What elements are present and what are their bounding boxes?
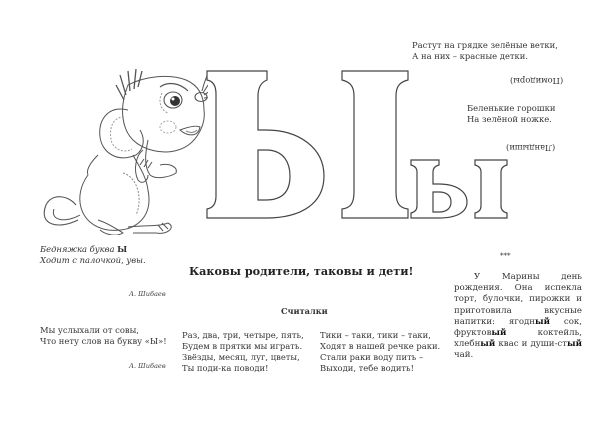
left-poem-1 [40, 244, 146, 266]
left-poem-1-line-2: Ходит с палочкой, увы. [40, 255, 146, 265]
story-bold-letters: ый [535, 316, 551, 327]
riddle-2-line-1: Беленькие горошки [467, 103, 556, 113]
rhyme-2-line-1: Тики – таки, тики – таки, [320, 330, 431, 340]
story-text-segment: сок, фруктов [454, 316, 583, 339]
riddle-1-answer-wrap [510, 69, 563, 88]
story-text-segment: чай. [454, 350, 474, 361]
counting-rhyme-2 [320, 330, 440, 374]
riddle-1-line-1: Растут на грядке зелёные ветки, [412, 40, 558, 50]
story-separator: *** [500, 252, 511, 260]
story-bold-letters: ый [567, 339, 582, 350]
rhyme-1-line-4: Ты поди-ка поводи! [182, 363, 269, 373]
story-text-segment: коктейль, хлебн [454, 328, 582, 350]
story-text [454, 272, 582, 360]
rhyme-1-line-2: Будем в прятки мы играть. [182, 341, 303, 351]
riddle-2 [467, 103, 555, 125]
story-text-segment: квас и души-ст [495, 339, 567, 350]
rhyme-2-line-2: Ходят в нашей речке раки. [320, 341, 441, 351]
counting-rhyme-1 [182, 330, 304, 374]
riddle-2-answer-upside-down: (Ландыши) [506, 143, 556, 153]
story-bold-letters: ый [491, 328, 507, 339]
riddle-2-answer-wrap [506, 136, 555, 155]
story-paragraph [454, 272, 582, 362]
riddle-1 [412, 40, 558, 62]
left-poem-2-line-1: Мы услыхали от совы, [40, 325, 139, 335]
left-poem-2-author: А. Шибаев [129, 362, 166, 370]
bold-letter: Ы [117, 244, 128, 254]
left-poem-1-line-1: Бедняжка буква Ы [40, 244, 128, 254]
left-poem-2 [40, 325, 167, 347]
left-poem-1-author: А. Шибаев [129, 290, 166, 298]
rhyme-1-line-1: Раз, два, три, четыре, пять, [182, 330, 304, 340]
rhyme-2-line-4: Выходи, тебе водить! [320, 363, 414, 373]
mouse-illustration [28, 55, 208, 235]
story-text-segment: У Марины день рождения. Она испекла торт, булочки, пирожки и приготовила вкусные напитки: ягодн [454, 272, 582, 327]
rhyme-2-line-3: Стали раки воду пить – [320, 352, 424, 362]
story-bold-letters: ый [480, 339, 496, 350]
letter-upper-outline [204, 68, 414, 220]
rhyme-1-line-3: Звёзды, месяц, луг, цветы, [182, 352, 300, 362]
left-poem-2-line-2: Что нету слов на букву «Ы»! [40, 336, 167, 346]
riddle-1-answer-upside-down: (Помидоры) [510, 76, 564, 86]
section-title: Считалки [281, 306, 328, 316]
letter-lower-outline [409, 158, 519, 220]
main-title: Каковы родители, таковы и дети! [189, 264, 414, 278]
riddle-1-line-2: А на них – красные детки. [412, 51, 529, 61]
riddle-2-line-2: На зелёной ножке. [467, 114, 552, 124]
